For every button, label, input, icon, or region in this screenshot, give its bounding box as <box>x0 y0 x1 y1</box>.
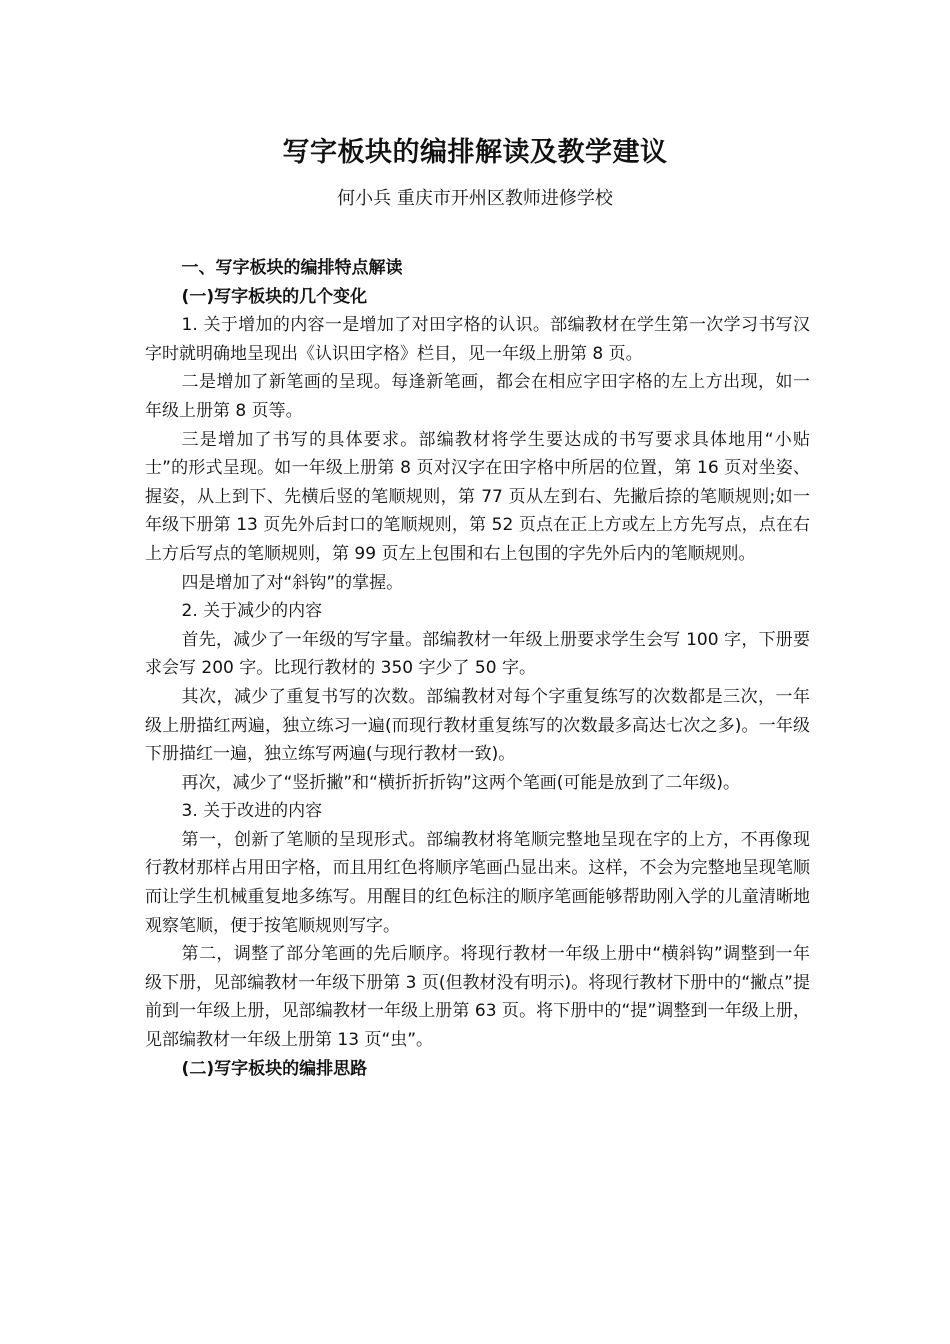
body-paragraph: 再次，减少了“竖折撇”和“横折折折钩”这两个笔画(可能是放到了二年级)。 <box>181 772 741 793</box>
body-paragraph: 2. 关于减少的内容 <box>181 601 323 622</box>
body-paragraph: 四是增加了对“斜钩”的掌握。 <box>181 572 404 593</box>
body-paragraph: 第一，创新了笔顺的呈现形式。部编教材将笔顺完整地呈现在字的上方，不再像现行教材那样占用田字格，而且用红色将顺序笔画凸显出来。这样，不会为完整地呈现笔顺而让学生机械重复地多练写。用醒目的红色标注的顺序笔画能够帮助刚入学的儿童清晰地观察笔顺，便于按笔顺规则写字。 <box>145 829 810 936</box>
body-paragraph: 二是增加了新笔画的呈现。每逢新笔画，都会在相应字田字格的左上方出现，如一年级上册第 8 页等。 <box>145 372 810 421</box>
document-body <box>145 254 810 1083</box>
body-paragraph: 1. 关于增加的内容一是增加了对田字格的认识。部编教材在学生第一次学习书写汉字时就明确地呈现出《认识田字格》栏目，见一年级上册第 8 页。 <box>145 315 810 364</box>
body-paragraph: 其次，减少了重复书写的次数。部编教材对每个字重复练写的次数都是三次，一年级上册描红两遍，独立练习一遍(而现行教材重复练写的次数最多高达七次之多)。一年级下册描红一遍，独立练写两遍(与现行教材一致)。 <box>145 686 810 765</box>
subsection-heading: (一)写字板块的几个变化 <box>181 286 368 307</box>
author-line: 何小兵 重庆市开州区教师进修学校 <box>337 188 613 209</box>
body-paragraph: 首先，减少了一年级的写字量。部编教材一年级上册要求学生会写 100 字，下册要求会写 200 字。比现行教材的 350 字少了 50 字。 <box>145 629 810 679</box>
body-paragraph: 3. 关于改进的内容 <box>181 801 323 822</box>
body-paragraph: 三是增加了书写的具体要求。部编教材将学生要达成的书写要求具体地用“小贴士”的形式呈现。如一年级上册第 8 页对汉字在田字格中所居的位置，第 16 页对坐姿、握姿，从上到下、先横后竖的笔顺规则，第 77 页从左到右、先撇后捺的笔顺规则;如一年级下册第 13 页先外后封口的笔顺规则，第 52 页点在正上方或左上方先写点，点在右上方后写点的笔顺规则，第 99 页左上包围和右上包围的字先外后内的笔顺规则。 <box>145 429 810 564</box>
subsection-heading: (二)写字板块的编排思路 <box>181 1058 368 1079</box>
document-title: 写字板块的编排解读及教学建议 <box>282 137 668 168</box>
body-paragraph: 第二，调整了部分笔画的先后顺序。将现行教材一年级上册中“横斜钩”调整到一年级下册，见部编教材一年级下册第 3 页(但教材没有明示)。将现行教材下册中的“撇点”提前到一年级上册，见部编教材一年级上册第 63 页。将下册中的“提”调整到一年级上册，见部编教材一年级上册第 13 页“虫”。 <box>145 944 810 1051</box>
section-heading: 一、写字板块的编排特点解读 <box>181 258 403 278</box>
